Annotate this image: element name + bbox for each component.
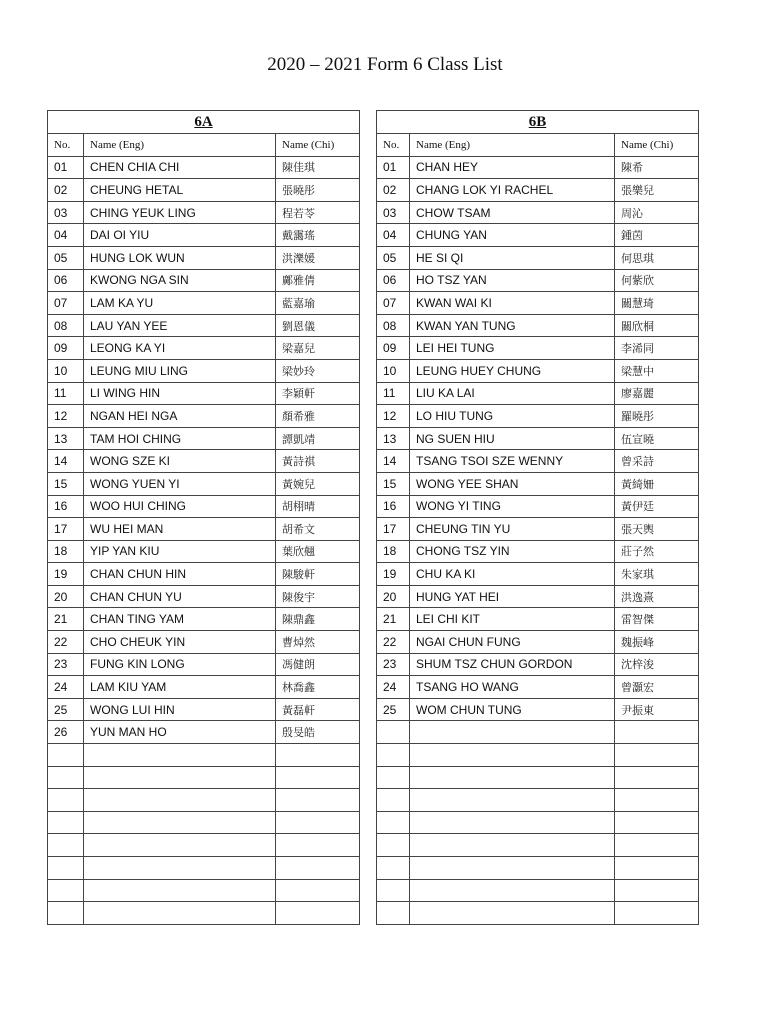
empty-row (377, 721, 699, 744)
empty-cell (84, 857, 276, 880)
student-name-eng: HUNG LOK WUN (84, 246, 276, 269)
student-name-chi: 沈梓浚 (615, 653, 699, 676)
empty-cell (410, 766, 615, 789)
empty-cell (377, 789, 410, 812)
empty-cell (48, 789, 84, 812)
student-name-chi: 胡栩晴 (276, 495, 360, 518)
empty-row (48, 789, 360, 812)
student-row (48, 156, 360, 179)
student-row (48, 676, 360, 699)
student-name-eng: LO HIU TUNG (410, 405, 615, 428)
student-no: 26 (48, 721, 84, 744)
student-no: 07 (48, 292, 84, 315)
col-header-no: No. (48, 134, 84, 157)
empty-cell (377, 744, 410, 767)
student-row (377, 563, 699, 586)
student-name-eng: CHOW TSAM (410, 201, 615, 224)
empty-cell (48, 879, 84, 902)
student-row (48, 314, 360, 337)
student-row (377, 314, 699, 337)
student-row (377, 337, 699, 360)
student-name-eng: CHONG TSZ YIN (410, 540, 615, 563)
student-no: 17 (377, 518, 410, 541)
student-row (48, 269, 360, 292)
student-no: 09 (377, 337, 410, 360)
student-name-eng: LEI CHI KIT (410, 608, 615, 631)
student-row (377, 518, 699, 541)
empty-row (48, 857, 360, 880)
student-rows (48, 156, 360, 924)
student-no: 08 (48, 314, 84, 337)
student-no: 18 (377, 540, 410, 563)
empty-cell (377, 902, 410, 925)
empty-cell (615, 902, 699, 925)
student-row (377, 292, 699, 315)
student-no: 22 (48, 631, 84, 654)
student-no: 14 (377, 450, 410, 473)
empty-cell (377, 766, 410, 789)
student-name-eng: TAM HOI CHING (84, 427, 276, 450)
student-name-chi: 黃磊軒 (276, 698, 360, 721)
student-no: 11 (48, 382, 84, 405)
empty-cell (84, 744, 276, 767)
student-name-eng: HO TSZ YAN (410, 269, 615, 292)
empty-cell (84, 766, 276, 789)
student-name-chi: 馮健朗 (276, 653, 360, 676)
student-name-chi: 李浠同 (615, 337, 699, 360)
empty-cell (84, 811, 276, 834)
empty-cell (615, 789, 699, 812)
student-name-chi: 葉欣翹 (276, 540, 360, 563)
student-row (377, 631, 699, 654)
student-row (377, 359, 699, 382)
student-no: 02 (377, 179, 410, 202)
student-name-chi: 黃詩祺 (276, 450, 360, 473)
student-name-chi: 周沁 (615, 201, 699, 224)
student-name-eng: SHUM TSZ CHUN GORDON (410, 653, 615, 676)
student-name-eng: NGAI CHUN FUNG (410, 631, 615, 654)
empty-cell (410, 789, 615, 812)
student-row (377, 698, 699, 721)
student-no: 02 (48, 179, 84, 202)
student-name-chi: 程若苓 (276, 201, 360, 224)
student-no: 13 (48, 427, 84, 450)
student-name-chi: 魏振峰 (615, 631, 699, 654)
empty-row (377, 879, 699, 902)
student-name-eng: NG SUEN HIU (410, 427, 615, 450)
student-row (377, 472, 699, 495)
student-row (377, 269, 699, 292)
student-no: 21 (48, 608, 84, 631)
empty-cell (410, 857, 615, 880)
student-name-chi: 黃伊廷 (615, 495, 699, 518)
student-no: 20 (48, 585, 84, 608)
empty-row (48, 744, 360, 767)
student-row (48, 608, 360, 631)
student-name-eng: WONG SZE KI (84, 450, 276, 473)
student-row (48, 337, 360, 360)
student-name-eng: YIP YAN KIU (84, 540, 276, 563)
student-name-chi: 張天輿 (615, 518, 699, 541)
student-name-eng: KWAN YAN TUNG (410, 314, 615, 337)
student-no: 22 (377, 631, 410, 654)
empty-row (48, 902, 360, 925)
student-name-chi: 曹焯然 (276, 631, 360, 654)
student-no: 06 (48, 269, 84, 292)
empty-cell (615, 834, 699, 857)
class-heading: 6B (377, 111, 699, 134)
col-header-no: No. (377, 134, 410, 157)
student-name-chi: 黃綺姍 (615, 472, 699, 495)
student-no: 10 (377, 359, 410, 382)
student-name-chi: 戴靄瑤 (276, 224, 360, 247)
student-name-eng: WOM CHUN TUNG (410, 698, 615, 721)
student-no: 20 (377, 585, 410, 608)
student-no: 23 (377, 653, 410, 676)
empty-cell (276, 811, 360, 834)
student-no: 05 (48, 246, 84, 269)
student-row (48, 450, 360, 473)
student-name-eng: CHAN HEY (410, 156, 615, 179)
student-no: 11 (377, 382, 410, 405)
class-heading: 6A (48, 111, 360, 134)
col-header-name-eng: Name (Eng) (84, 134, 276, 157)
empty-cell (84, 902, 276, 925)
student-name-chi: 廖嘉麗 (615, 382, 699, 405)
student-name-chi: 顏希雅 (276, 405, 360, 428)
student-name-chi: 劉恩儀 (276, 314, 360, 337)
student-name-eng: KWONG NGA SIN (84, 269, 276, 292)
student-no: 09 (48, 337, 84, 360)
student-no: 25 (377, 698, 410, 721)
student-name-chi: 陳希 (615, 156, 699, 179)
student-name-chi: 關欣桐 (615, 314, 699, 337)
empty-row (48, 879, 360, 902)
class-table-6b (376, 110, 699, 925)
student-row (48, 698, 360, 721)
student-row (48, 405, 360, 428)
student-no: 16 (48, 495, 84, 518)
student-name-eng: FUNG KIN LONG (84, 653, 276, 676)
student-no: 04 (48, 224, 84, 247)
student-name-chi: 朱家琪 (615, 563, 699, 586)
student-no: 19 (48, 563, 84, 586)
empty-cell (276, 857, 360, 880)
empty-cell (615, 857, 699, 880)
empty-row (377, 857, 699, 880)
student-name-eng: CHEN CHIA CHI (84, 156, 276, 179)
student-name-chi: 關慧琦 (615, 292, 699, 315)
student-no: 01 (377, 156, 410, 179)
student-name-eng: WONG LUI HIN (84, 698, 276, 721)
empty-row (377, 766, 699, 789)
student-row (48, 540, 360, 563)
empty-cell (377, 811, 410, 834)
student-name-eng: LI WING HIN (84, 382, 276, 405)
student-name-chi: 曾采詩 (615, 450, 699, 473)
student-name-eng: LAM KA YU (84, 292, 276, 315)
empty-row (377, 744, 699, 767)
student-name-eng: WU HEI MAN (84, 518, 276, 541)
student-name-chi: 陳俊宇 (276, 585, 360, 608)
student-name-chi: 陳駿軒 (276, 563, 360, 586)
student-name-eng: CHAN CHUN HIN (84, 563, 276, 586)
student-name-eng: WONG YUEN YI (84, 472, 276, 495)
student-name-eng: TSANG TSOI SZE WENNY (410, 450, 615, 473)
empty-cell (410, 902, 615, 925)
student-rows (377, 156, 699, 924)
col-header-name-eng: Name (Eng) (410, 134, 615, 157)
empty-cell (276, 744, 360, 767)
student-row (377, 246, 699, 269)
student-name-eng: LAM KIU YAM (84, 676, 276, 699)
student-name-eng: CHO CHEUK YIN (84, 631, 276, 654)
student-no: 24 (377, 676, 410, 699)
student-name-chi: 張樂兒 (615, 179, 699, 202)
empty-row (48, 834, 360, 857)
empty-cell (48, 834, 84, 857)
student-no: 17 (48, 518, 84, 541)
student-name-eng: CHEUNG HETAL (84, 179, 276, 202)
student-row (377, 179, 699, 202)
empty-cell (615, 766, 699, 789)
student-name-eng: LEI HEI TUNG (410, 337, 615, 360)
student-row (48, 292, 360, 315)
student-name-eng: CHING YEUK LING (84, 201, 276, 224)
student-row (377, 450, 699, 473)
student-name-chi: 何紫欣 (615, 269, 699, 292)
student-no: 08 (377, 314, 410, 337)
student-name-chi: 梁慧中 (615, 359, 699, 382)
empty-row (377, 834, 699, 857)
student-name-eng: WONG YEE SHAN (410, 472, 615, 495)
student-row (48, 201, 360, 224)
empty-cell (377, 857, 410, 880)
empty-cell (410, 811, 615, 834)
student-name-chi: 尹振東 (615, 698, 699, 721)
student-name-eng: WOO HUI CHING (84, 495, 276, 518)
student-name-eng: CHEUNG TIN YU (410, 518, 615, 541)
student-row (377, 201, 699, 224)
student-name-chi: 李穎軒 (276, 382, 360, 405)
student-row (48, 631, 360, 654)
student-name-chi: 胡希文 (276, 518, 360, 541)
student-no: 19 (377, 563, 410, 586)
empty-cell (48, 766, 84, 789)
student-row (377, 382, 699, 405)
student-name-chi: 羅曉彤 (615, 405, 699, 428)
student-row (48, 427, 360, 450)
empty-cell (615, 879, 699, 902)
student-name-eng: NGAN HEI NGA (84, 405, 276, 428)
empty-cell (410, 834, 615, 857)
page-title: 2020 – 2021 Form 6 Class List (267, 54, 503, 75)
student-row (48, 224, 360, 247)
empty-cell (84, 834, 276, 857)
student-no: 03 (48, 201, 84, 224)
student-row (377, 608, 699, 631)
student-row (48, 246, 360, 269)
student-name-eng: CHAN TING YAM (84, 608, 276, 631)
empty-cell (377, 879, 410, 902)
empty-row (48, 766, 360, 789)
student-name-chi: 林喬鑫 (276, 676, 360, 699)
student-name-chi: 莊子然 (615, 540, 699, 563)
student-name-eng: CHU KA KI (410, 563, 615, 586)
empty-cell (615, 811, 699, 834)
empty-cell (48, 811, 84, 834)
student-no: 24 (48, 676, 84, 699)
empty-row (377, 902, 699, 925)
student-name-eng: LEONG KA YI (84, 337, 276, 360)
student-row (377, 156, 699, 179)
empty-cell (615, 744, 699, 767)
empty-cell (377, 834, 410, 857)
student-name-eng: KWAN WAI KI (410, 292, 615, 315)
student-no: 12 (377, 405, 410, 428)
student-name-chi: 洪逸熹 (615, 585, 699, 608)
empty-cell (377, 721, 410, 744)
empty-cell (48, 902, 84, 925)
student-row (48, 359, 360, 382)
empty-cell (410, 721, 615, 744)
student-no: 01 (48, 156, 84, 179)
student-no: 16 (377, 495, 410, 518)
student-name-chi: 陳鼎鑫 (276, 608, 360, 631)
empty-cell (276, 879, 360, 902)
student-name-chi: 譚凱靖 (276, 427, 360, 450)
student-row (48, 721, 360, 744)
student-no: 07 (377, 292, 410, 315)
student-row (48, 653, 360, 676)
student-name-chi: 洪濼媛 (276, 246, 360, 269)
student-row (48, 179, 360, 202)
empty-cell (276, 834, 360, 857)
empty-cell (410, 879, 615, 902)
student-name-chi: 伍宣曉 (615, 427, 699, 450)
student-name-eng: HE SI QI (410, 246, 615, 269)
student-no: 15 (48, 472, 84, 495)
empty-cell (410, 744, 615, 767)
empty-cell (84, 789, 276, 812)
student-name-chi: 藍嘉瑜 (276, 292, 360, 315)
student-name-eng: CHANG LOK YI RACHEL (410, 179, 615, 202)
student-no: 23 (48, 653, 84, 676)
student-no: 15 (377, 472, 410, 495)
empty-row (377, 789, 699, 812)
student-name-eng: CHUNG YAN (410, 224, 615, 247)
student-name-eng: TSANG HO WANG (410, 676, 615, 699)
student-name-eng: CHAN CHUN YU (84, 585, 276, 608)
student-row (377, 224, 699, 247)
student-name-chi: 曾灝宏 (615, 676, 699, 699)
student-name-eng: LEUNG MIU LING (84, 359, 276, 382)
student-name-chi: 鍾茵 (615, 224, 699, 247)
empty-cell (48, 857, 84, 880)
student-name-chi: 雷智傑 (615, 608, 699, 631)
empty-row (377, 811, 699, 834)
student-no: 21 (377, 608, 410, 631)
student-name-chi: 鄺雅倩 (276, 269, 360, 292)
class-table-6a (47, 110, 360, 925)
student-no: 13 (377, 427, 410, 450)
empty-cell (48, 744, 84, 767)
student-name-chi: 殷旻皓 (276, 721, 360, 744)
student-name-chi: 張曉彤 (276, 179, 360, 202)
student-row (377, 427, 699, 450)
student-name-eng: YUN MAN HO (84, 721, 276, 744)
empty-cell (276, 766, 360, 789)
student-row (48, 563, 360, 586)
student-row (377, 495, 699, 518)
student-no: 10 (48, 359, 84, 382)
student-name-eng: WONG YI TING (410, 495, 615, 518)
student-no: 06 (377, 269, 410, 292)
student-name-eng: LAU YAN YEE (84, 314, 276, 337)
student-name-eng: HUNG YAT HEI (410, 585, 615, 608)
student-name-eng: DAI OI YIU (84, 224, 276, 247)
student-row (377, 405, 699, 428)
student-name-chi: 黃婉兒 (276, 472, 360, 495)
student-name-chi: 梁嘉兒 (276, 337, 360, 360)
student-name-chi: 何思琪 (615, 246, 699, 269)
student-row (377, 676, 699, 699)
student-row (377, 585, 699, 608)
col-header-name-chi: Name (Chi) (615, 134, 699, 157)
empty-row (48, 811, 360, 834)
student-no: 12 (48, 405, 84, 428)
empty-cell (615, 721, 699, 744)
student-row (48, 382, 360, 405)
student-row (48, 472, 360, 495)
student-no: 18 (48, 540, 84, 563)
student-row (377, 653, 699, 676)
empty-cell (276, 789, 360, 812)
student-no: 04 (377, 224, 410, 247)
student-name-eng: LIU KA LAI (410, 382, 615, 405)
student-row (48, 518, 360, 541)
student-row (48, 585, 360, 608)
student-no: 03 (377, 201, 410, 224)
student-name-eng: LEUNG HUEY CHUNG (410, 359, 615, 382)
student-row (377, 540, 699, 563)
student-name-chi: 陳佳琪 (276, 156, 360, 179)
empty-cell (276, 902, 360, 925)
empty-cell (84, 879, 276, 902)
col-header-name-chi: Name (Chi) (276, 134, 360, 157)
student-no: 25 (48, 698, 84, 721)
student-row (48, 495, 360, 518)
student-no: 05 (377, 246, 410, 269)
student-name-chi: 梁妙玲 (276, 359, 360, 382)
student-no: 14 (48, 450, 84, 473)
